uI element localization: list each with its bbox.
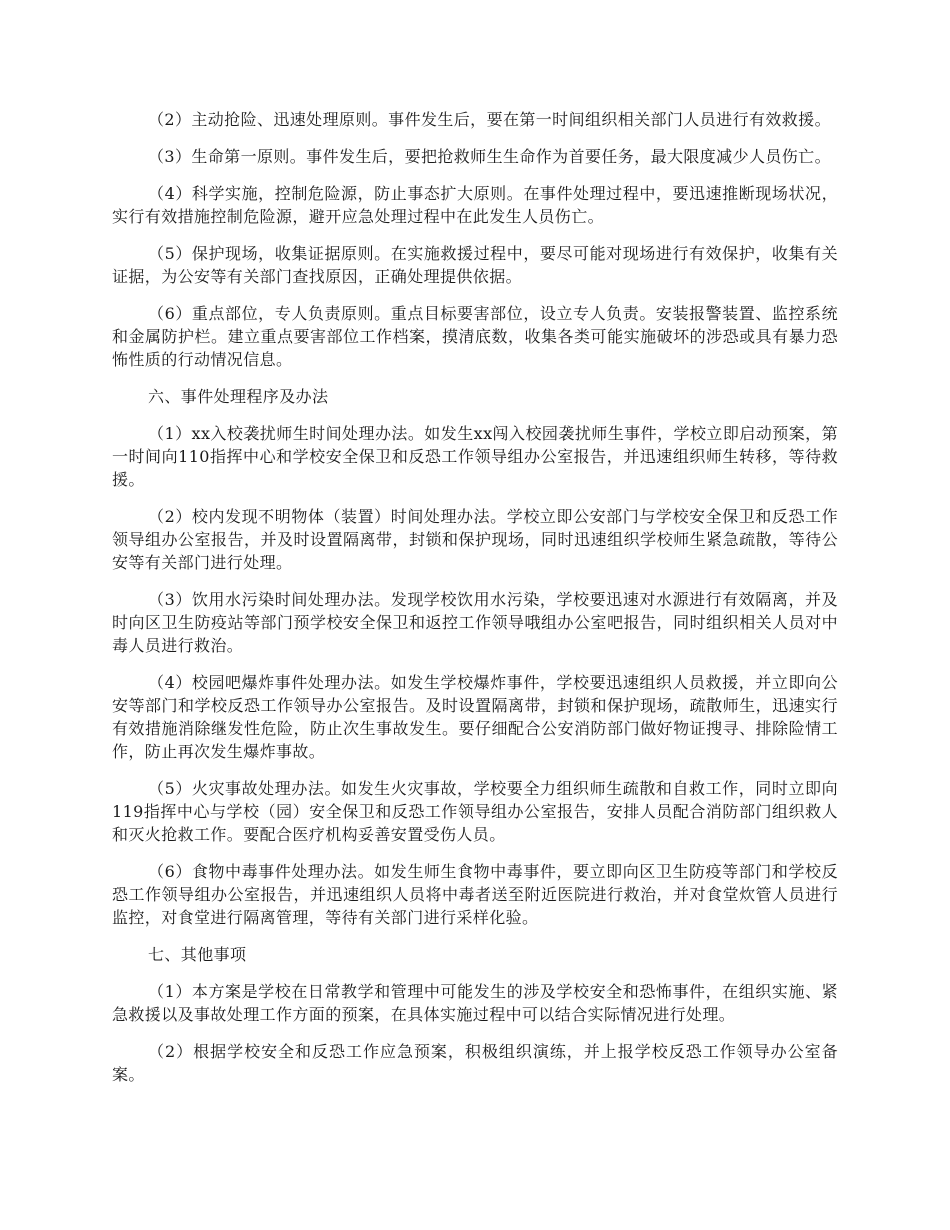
other-2-paragraph: （2）根据学校安全和反恐工作应急预案，积极组织演练，并上报学校反恐工作领导办公室备案。: [112, 1042, 838, 1084]
principle-4-paragraph: （4）科学实施，控制危险源，防止事态扩大原则。在事件处理过程中，要迅速推断现场状况，实行有效措施控制危险源，避开应急处理过程中在此发生人员伤亡。: [112, 184, 838, 226]
document-body: [112, 108, 838, 1100]
section-6-heading: 六、事件处理程序及办法: [148, 387, 329, 406]
procedure-4-paragraph: （4）校园吧爆炸事件处理办法。如发生学校爆炸事件，学校要迅速组织人员救援，并立即向公安等部门和学校反恐工作领导办公室报告。及时设置隔离带，封锁和保护现场，疏散师生，迅速实行有效措施消除继发性危险，防止次生事故发生。要仔细配合公安消防部门做好物证搜寻、排除险情工作，防止再次发生爆炸事故。: [112, 673, 838, 761]
other-1-paragraph: （1）本方案是学校在日常教学和管理中可能发生的涉及学校安全和恐怖事件，在组织实施、紧急救援以及事故处理工作方面的预案，在具体实施过程中可以结合实际情况进行处理。: [112, 982, 838, 1024]
section-7-heading: 七、其他事项: [148, 945, 247, 964]
principle-6-paragraph: （6）重点部位，专人负责原则。重点目标要害部位，设立专人负责。安装报警装置、监控系统和金属防护栏。建立重点要害部位工作档案，摸清底数，收集各类可能实施破坏的涉恐或具有暴力恐怖性质的行动情况信息。: [112, 304, 838, 369]
principle-3-paragraph: （3）生命第一原则。事件发生后，要把抢救师生生命作为首要任务，最大限度减少人员伤亡。: [148, 147, 831, 166]
procedure-3-paragraph: （3）饮用水污染时间处理办法。发现学校饮用水污染，学校要迅速对水源进行有效隔离，并及时向区卫生防疫站等部门预学校安全保卫和返控工作领导哦组办公室吧报告，同时组织相关人员对中毒人员进行救治。: [112, 590, 838, 655]
procedure-5-paragraph: （5）火灾事故处理办法。如发生火灾事故，学校要全力组织师生疏散和自救工作，同时立即向119指挥中心与学校（园）安全保卫和反恐工作领导组办公室报告，安排人员配合消防部门组织救人和灭火抢救工作。要配合医疗机构妥善安置受伤人员。: [112, 779, 838, 844]
principle-2-paragraph: （2）主动抢险、迅速处理原则。事件发生后，要在第一时间组织相关部门人员进行有效救援。: [148, 110, 831, 129]
principle-5-paragraph: （5）保护现场，收集证据原则。在实施救援过程中，要尽可能对现场进行有效保护，收集有关证据，为公安等有关部门查找原因，正确处理提供依据。: [112, 244, 838, 286]
procedure-6-paragraph: （6）食物中毒事件处理办法。如发生师生食物中毒事件，要立即向区卫生防疫等部门和学校反恐工作领导组办公室报告，并迅速组织人员将中毒者送至附近医院进行救治，并对食堂炊管人员进行监控，对食堂进行隔离管理，等待有关部门进行采样化验。: [112, 862, 838, 927]
procedure-1-paragraph: （1）xx入校袭扰师生时间处理办法。如发生xx闯入校园袭扰师生事件，学校立即启动预案，第一时间向110指挥中心和学校安全保卫和反恐工作领导组办公室报告，并迅速组织师生转移，等待救援。: [112, 424, 838, 489]
procedure-2-paragraph: （2）校内发现不明物体（装置）时间处理办法。学校立即公安部门与学校安全保卫和反恐工作领导组办公室报告，并及时设置隔离带，封锁和保护现场，同时迅速组织学校师生紧急疏散，等待公安等有关部门进行处理。: [112, 507, 838, 572]
